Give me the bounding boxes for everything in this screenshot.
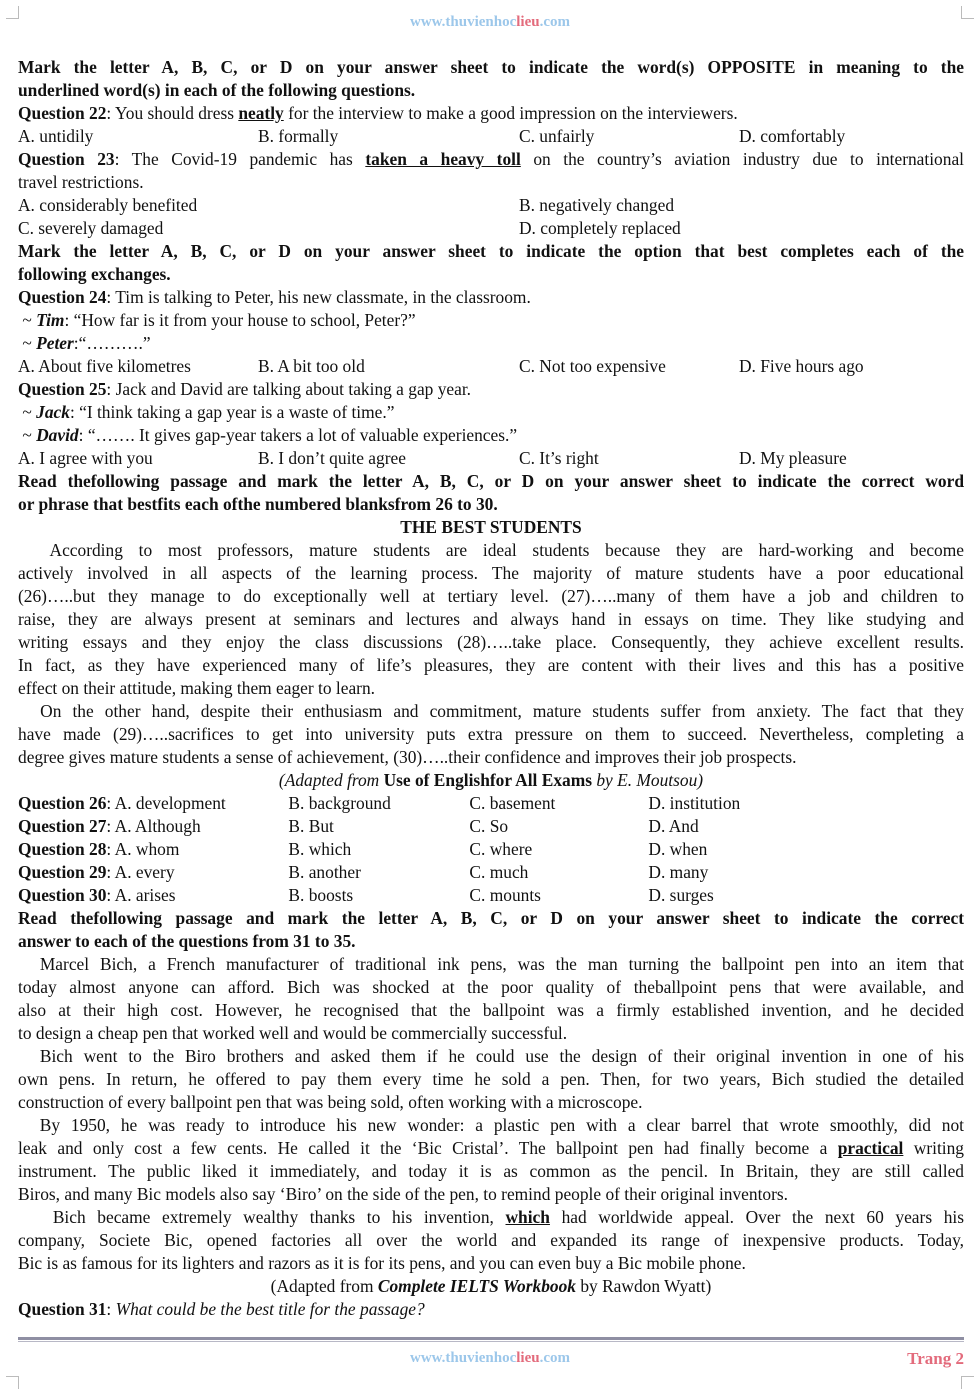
passage-line: effect on their attitude, making them eager to learn. — [18, 678, 376, 698]
options-23-row1 — [18, 194, 964, 217]
instruction-reading: Read thefollowing passage and mark the letter A, B, C, or D on your answer sheet to indicate the correct — [18, 908, 964, 928]
option-c[interactable]: C. where — [469, 839, 533, 859]
speaker-name: Peter — [36, 333, 74, 353]
dialogue-line: ~ Tim: “How far is it from your house to school, Peter?” — [22, 310, 416, 330]
passage-line: Bic is as famous for its lighters and razors as it is for its pens, and you can even buy a Bic mobile phone. — [18, 1253, 746, 1273]
option-c[interactable]: C. So — [469, 816, 509, 836]
speaker-name: Tim — [36, 310, 65, 330]
options-24 — [18, 355, 964, 378]
passage-line: also at their high cost. However, he recognised that the ballpoint was a firmly established invention, and he decided — [18, 1000, 964, 1020]
underlined-word: neatly — [238, 103, 284, 123]
page-number: Trang 2 — [907, 1349, 964, 1368]
question-25: Question 25: Jack and David are talking about taking a gap year. — [18, 379, 472, 399]
instruction-cloze-cont: or phrase that bestfits each ofthe numbered blanksfrom 26 to 30. — [18, 494, 498, 514]
passage-line: writing essays and they enjoy the class discussions (28)…..take place. Consequently, they achieve excellent results. — [18, 632, 964, 652]
passage-line: have made (29)…..sacrifices to get into university puts extra pressure on them to succeed. Nevertheless, completing a — [18, 724, 964, 744]
passage-line: In fact, as they have experienced many of life’s pleasures, they are content with their lives and this has a positive — [18, 655, 964, 675]
option-a[interactable]: A. considerably benefited — [18, 195, 198, 215]
page-corner-mark — [961, 1376, 974, 1389]
instruction-cloze: Read thefollowing passage and mark the letter A, B, C, or D on your answer sheet to indicate the correct word — [18, 471, 964, 491]
option-c[interactable]: C. Not too expensive — [519, 356, 666, 376]
options-25 — [18, 447, 964, 470]
footer-divider-thin — [18, 1341, 964, 1342]
question-24: Question 24: Tim is talking to Peter, his new classmate, in the classroom. — [18, 287, 531, 307]
option-c[interactable]: C. unfairly — [519, 126, 595, 146]
passage-line: to design a cheap pen that worked well and would be commercially successful. — [18, 1023, 568, 1043]
option-c[interactable]: C. severely damaged — [18, 218, 164, 238]
passage-line: leak and only cost a few cents. He called it the ‘Bic Cristal’. The ballpoint pen had finally become a practical writing — [18, 1138, 964, 1158]
passage-title: THE BEST STUDENTS — [400, 517, 582, 537]
option-b[interactable]: B. which — [288, 839, 352, 859]
header-site[interactable]: www.thuvienhoclieu.com — [409, 14, 571, 30]
speaker-name: David — [36, 425, 79, 445]
question-26: Question 26 : A. development B. background C. basement D. institution — [18, 793, 741, 813]
option-c[interactable]: C. It’s right — [519, 448, 599, 468]
option-d[interactable]: D. when — [648, 839, 708, 859]
option-b[interactable]: B. boosts — [288, 885, 354, 905]
passage-line: today almost anyone can afford. Bich was shocked at the poor quality of theballpoint pens that were available, and — [18, 977, 964, 997]
option-d[interactable]: D. many — [648, 862, 709, 882]
option-a[interactable]: A. untidily — [18, 126, 94, 146]
option-d[interactable]: D. completely replaced — [519, 218, 681, 238]
option-d[interactable]: D. Five hours ago — [739, 356, 864, 376]
passage-source: (Adapted from Complete IELTS Workbook by Rawdon Wyatt) — [270, 1276, 712, 1296]
option-a[interactable]: : A. Although — [106, 816, 201, 836]
options-22 — [18, 125, 964, 148]
footer-site[interactable]: www.thuvienhoclieu.com — [409, 1350, 571, 1366]
passage-line: Bich became extremely wealthy thanks to his invention, which had worldwide appeal. Over the next 60 years his — [18, 1207, 964, 1227]
option-b[interactable]: B. formally — [258, 126, 339, 146]
option-c[interactable]: C. mounts — [469, 885, 541, 905]
option-a[interactable]: : A. arises — [106, 885, 176, 905]
page-footer — [0, 1350, 980, 1367]
passage-line: According to most professors, mature students are ideal students because they are hard-working and become — [18, 540, 964, 560]
passage-line: raise, they are always present at seminars and lectures and always hand in essays on time. They like studying and — [18, 609, 964, 629]
underlined-word: practical — [837, 1138, 904, 1158]
passage-source: (Adapted from Use of Englishfor All Exams by E. Moutsou) — [278, 770, 704, 790]
option-a[interactable]: A. I agree with you — [18, 448, 153, 468]
option-b[interactable]: B. background — [288, 793, 391, 813]
option-d[interactable]: D. surges — [648, 885, 714, 905]
underlined-word: which — [505, 1207, 550, 1227]
passage-line: degree gives mature students a sense of achievement, (30)…..their confidence and improves their job prospects. — [18, 747, 797, 767]
question-23: Question 23: The Covid-19 pandemic has taken a heavy toll on the country’s aviation industry due to international — [18, 149, 964, 169]
option-d[interactable]: D. institution — [648, 793, 741, 813]
passage-line: On the other hand, despite their enthusiasm and commitment, mature students suffer from anxiety. The fact that they — [18, 701, 964, 721]
option-a[interactable]: : A. every — [106, 862, 175, 882]
option-a[interactable]: A. About five kilometres — [18, 356, 191, 376]
passage-line: own pens. In return, he offered to pay them every time he sold a pen. Then, for two years, Bich studied the detailed — [18, 1069, 964, 1089]
option-d[interactable]: D. And — [648, 816, 699, 836]
page-header — [0, 14, 980, 31]
option-d[interactable]: D. My pleasure — [739, 448, 847, 468]
passage-2-paragraph-1 — [18, 953, 964, 1045]
passage-line: Biros, and many Bic models also say ‘Biro’ on the side of the pen, to remind people of their original inventors. — [18, 1184, 789, 1204]
question-27: Question 27 : A. Although B. But C. So D. And — [18, 816, 699, 836]
passage-line: instrument. The public liked it immediately, and today it is as common as the pencil. In Britain, they are still called — [18, 1161, 964, 1181]
option-b[interactable]: B. another — [288, 862, 361, 882]
passage-line: (26)…..but they manage to do exceptionally well at tertiary level. (27)…..many of them have a job and children to — [18, 586, 964, 606]
question-28: Question 28 : A. whom B. which C. where D. when — [18, 839, 708, 859]
option-b[interactable]: B. A bit too old — [258, 356, 365, 376]
passage-line: actively involved in all aspects of the learning process. The majority of mature students have a poor educational — [18, 563, 964, 583]
instruction-opposite-cont: underlined word(s) in each of the following questions. — [18, 80, 416, 100]
page-corner-mark — [6, 1376, 19, 1389]
dialogue-line: ~ Peter:“……….” — [22, 333, 151, 353]
instruction-exchanges-cont: following exchanges. — [18, 264, 171, 284]
options-23-row2 — [18, 217, 964, 240]
passage-2-paragraph-3 — [18, 1114, 964, 1206]
passage-line: Bich went to the Biro brothers and asked them if he could use the design of their original invention in one of his — [18, 1046, 964, 1066]
underlined-phrase: taken a heavy toll — [365, 149, 521, 169]
dialogue-line: ~ Jack: “I think taking a gap year is a waste of time.” — [22, 402, 395, 422]
question-31: Question 31: What could be the best title for the passage? — [18, 1299, 425, 1319]
passage-line: company, Societe Bic, opened factories all over the world and expanded its range of inexpensive products. Today, — [18, 1230, 964, 1250]
passage-line: By 1950, he was ready to introduce his new wonder: a plastic pen with a clear barrel that wrote smoothly, did not — [18, 1115, 964, 1135]
instruction-opposite: Mark the letter A, B, C, or D on your answer sheet to indicate the word(s) OPPOSITE in meaning to the — [18, 57, 964, 77]
exam-content — [18, 56, 964, 1321]
instruction-exchanges: Mark the letter A, B, C, or D on your answer sheet to indicate the option that best completes each of the — [18, 241, 964, 261]
question-30: Question 30 : A. arises B. boosts C. mounts D. surges — [18, 885, 714, 905]
option-b[interactable]: B. I don’t quite agree — [258, 448, 406, 468]
footer-divider — [18, 1337, 964, 1340]
passage-line: Marcel Bich, a French manufacturer of traditional ink pens, was the man turning the ballpoint pen into an item that — [18, 954, 964, 974]
option-d[interactable]: D. comfortably — [739, 126, 846, 146]
option-b[interactable]: B. negatively changed — [519, 195, 675, 215]
option-a[interactable]: : A. whom — [106, 839, 180, 859]
instruction-reading-cont: answer to each of the questions from 31 to 35. — [18, 931, 356, 951]
speaker-name: Jack — [36, 402, 70, 422]
passage-2-paragraph-4 — [18, 1206, 964, 1275]
option-b[interactable]: B. But — [288, 816, 334, 836]
dialogue-line: ~ David: “……. It gives gap-year takers a lot of valuable experiences.” — [22, 425, 518, 445]
passage-1-paragraph-1 — [18, 539, 964, 700]
question-29: Question 29 : A. every B. another C. much D. many — [18, 862, 709, 882]
option-a[interactable]: : A. development — [106, 793, 226, 813]
option-c[interactable]: C. much — [469, 862, 529, 882]
option-c[interactable]: C. basement — [469, 793, 556, 813]
passage-2-paragraph-2 — [18, 1045, 964, 1114]
passage-1-paragraph-2 — [18, 700, 964, 769]
question-23-cont: travel restrictions. — [18, 172, 144, 192]
passage-line: construction of every ballpoint pen that was being sold, often working with a microscope. — [18, 1092, 643, 1112]
question-22: Question 22: You should dress neatly for the interview to make a good impression on the interviewers. — [18, 103, 738, 123]
